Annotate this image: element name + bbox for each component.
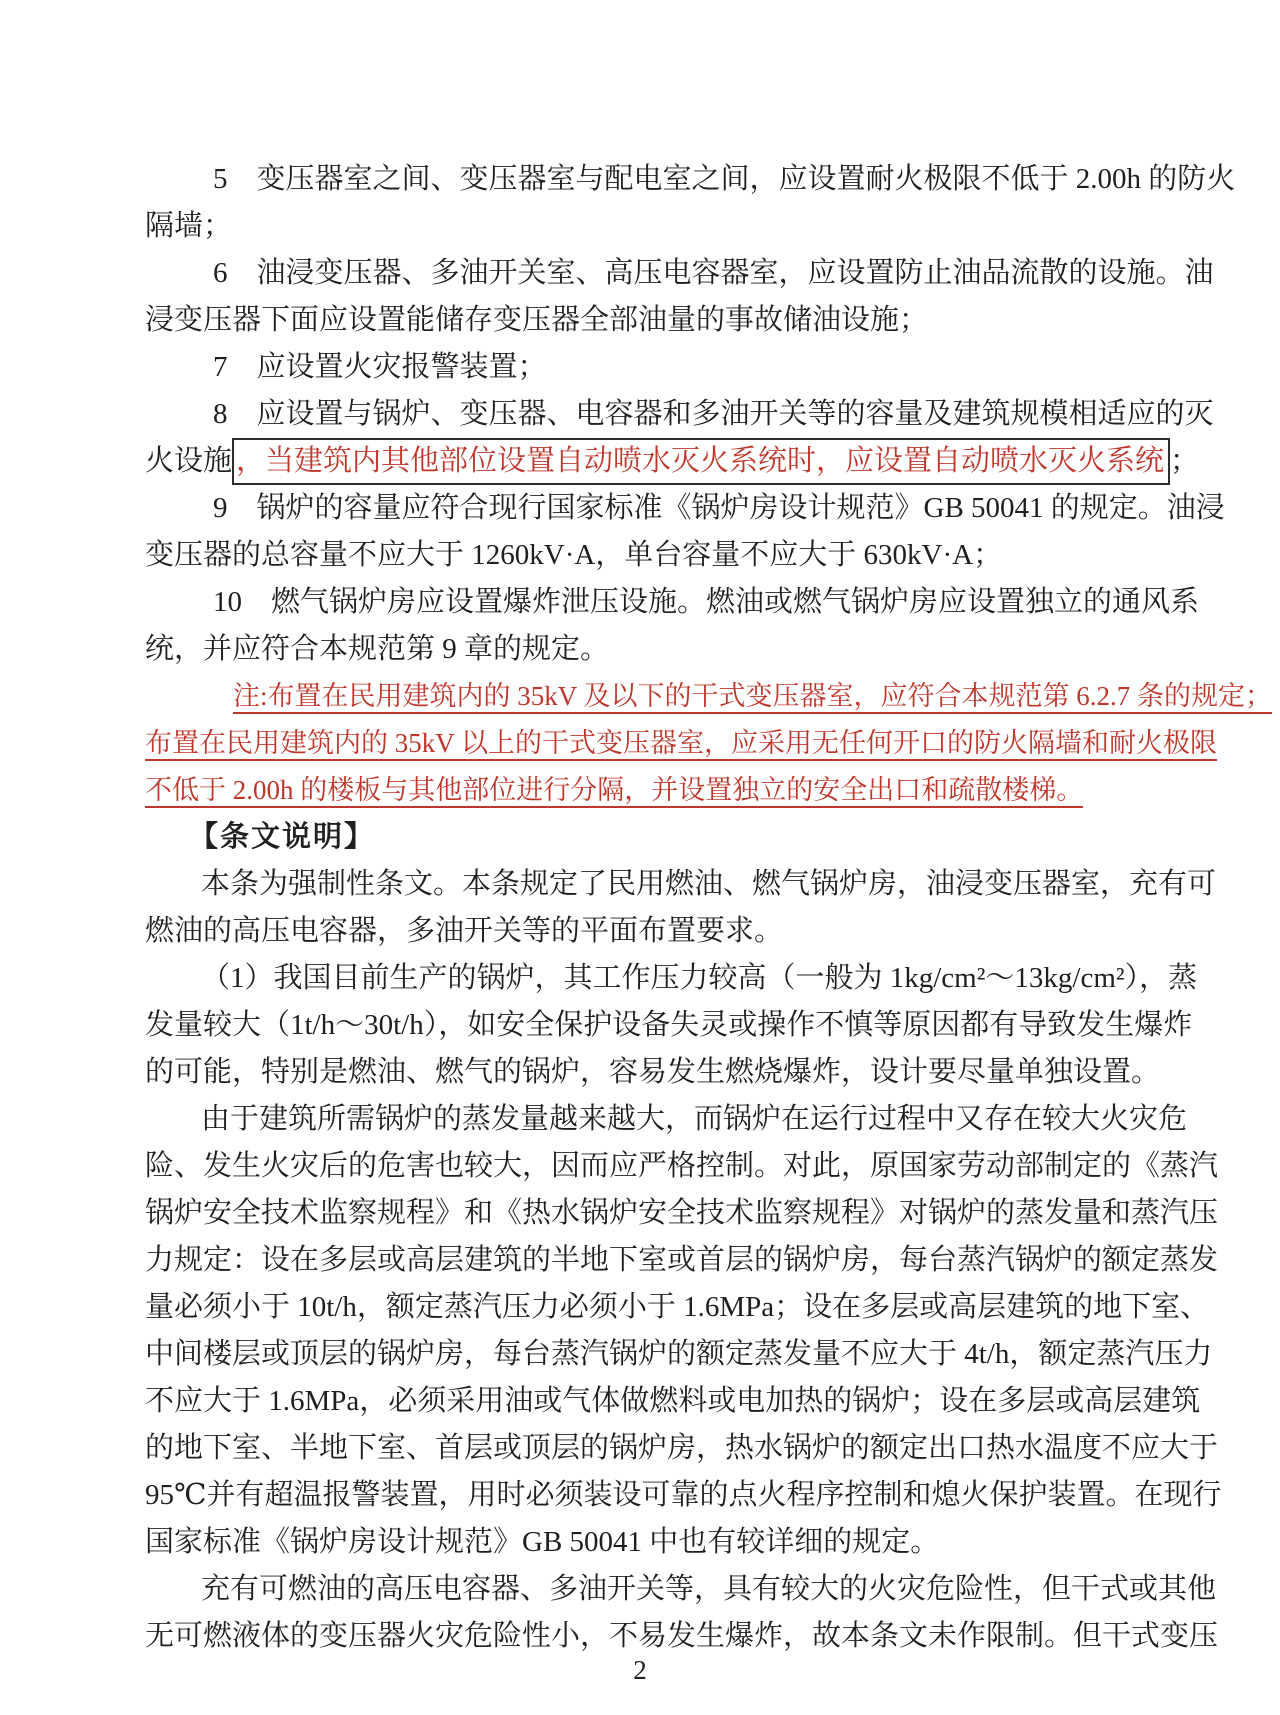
text-segment: 由于建筑所需锅炉的蒸发量越来越大，而锅炉在运行过程中又存在较大火灾危 xyxy=(201,1103,1188,1135)
text-segment: 隔墙； xyxy=(145,210,233,242)
commentary-p3-line-7 xyxy=(145,1378,1201,1425)
text-segment: 本条为强制性条文。本条规定了民用燃油、燃气锅炉房，油浸变压器室，充有可 xyxy=(201,868,1217,900)
text-segment: 10 燃气锅炉房应设置爆炸泄压设施。燃油或燃气锅炉房应设置独立的通风系 xyxy=(213,586,1200,618)
text-segment: 无可燃液体的变压器火灾危险性小，不易发生爆炸，故本条文未作限制。但干式变压 xyxy=(145,1620,1219,1652)
clause-9-line-2 xyxy=(145,532,1155,579)
commentary-p2-line-3 xyxy=(145,1049,1161,1096)
text-segment: 锅炉安全技术监察规程》和《热水锅炉安全技术监察规程》对锅炉的蒸发量和蒸汽压 xyxy=(145,1197,1219,1229)
text-segment: ； xyxy=(1170,445,1200,477)
text-segment: 国家标准《锅炉房设计规范》GB 50041 中也有较详细的规定。 xyxy=(145,1526,940,1558)
clause-8-line-2 xyxy=(145,438,1200,485)
commentary-p2-line-2 xyxy=(145,1002,1193,1049)
text-segment: 力规定：设在多层或高层建筑的半地下室或首层的锅炉房，每台蒸汽锅炉的额定蒸发 xyxy=(145,1244,1219,1276)
commentary-p1-line-2 xyxy=(145,908,1155,955)
text-segment: 9 锅炉的容量应符合现行国家标准《锅炉房设计规范》GB 50041 的规定。油浸 xyxy=(213,492,1225,524)
commentary-p1-line-1 xyxy=(145,861,1217,908)
text-segment: 发量较大（1t/h～30t/h），如安全保护设备失灵或操作不慎等原因都有导致发生爆炸 xyxy=(145,1009,1193,1041)
red-underlined-text: 不低于 2.00h 的楼板与其他部位进行分隔，并设置独立的安全出口和疏散楼梯。 xyxy=(145,775,1083,808)
text-segment: 不应大于 1.6MPa，必须采用油或气体做燃料或电加热的锅炉；设在多层或高层建筑 xyxy=(145,1385,1201,1417)
commentary-heading xyxy=(145,814,1155,861)
red-underlined-text: 注:布置在民用建筑内的 35kV 及以下的干式变压器室，应符合本规范第 6.2.7 条的规定； xyxy=(233,681,1272,714)
text-segment: 统，并应符合本规范第 9 章的规定。 xyxy=(145,633,610,665)
clause-6-line-1 xyxy=(145,250,1214,297)
clause-10-line-1 xyxy=(145,579,1200,626)
text-segment: 火设施 xyxy=(145,445,233,477)
clause-8-line-1 xyxy=(145,391,1214,438)
text-segment: 浸变压器下面应设置能储存变压器全部油量的事故储油设施； xyxy=(145,304,929,336)
commentary-p3-line-1 xyxy=(145,1096,1188,1143)
text-segment: 量必须小于 10t/h，额定蒸汽压力必须小于 1.6MPa；设在多层或高层建筑的地下室、 xyxy=(145,1291,1210,1323)
commentary-p3-line-3 xyxy=(145,1190,1219,1237)
commentary-p3-line-5 xyxy=(145,1284,1210,1331)
text-segment: 充有可燃油的高压电容器、多油开关等，具有较大的火灾危险性，但干式或其他 xyxy=(201,1573,1217,1605)
text-segment: 燃油的高压电容器，多油开关等的平面布置要求。 xyxy=(145,915,784,947)
text-segment: 变压器的总容量不应大于 1260kV·A，单台容量不应大于 630kV·A； xyxy=(145,539,1003,571)
commentary-p3-line-9 xyxy=(145,1472,1222,1519)
text-segment: 险、发生火灾后的危害也较大，因而应严格控制。对此，原国家劳动部制定的《蒸汽 xyxy=(145,1150,1219,1182)
clause-note-line-1 xyxy=(145,673,1273,720)
text-segment: 8 应设置与锅炉、变压器、电容器和多油开关等的容量及建筑规模相适应的灭 xyxy=(213,398,1214,430)
text-segment: 7 应设置火灾报警装置； xyxy=(213,351,547,383)
commentary-p3-line-6 xyxy=(145,1331,1213,1378)
text-segment: 中间楼层或顶层的锅炉房，每台蒸汽锅炉的额定蒸发量不应大于 4t/h，额定蒸汽压力 xyxy=(145,1338,1213,1370)
page-number: 2 xyxy=(633,1655,647,1685)
clause-6-line-2 xyxy=(145,297,1155,344)
text-segment: 的地下室、半地下室、首层或顶层的锅炉房，热水锅炉的额定出口热水温度不应大于 xyxy=(145,1432,1219,1464)
commentary-p2-line-1 xyxy=(145,955,1198,1002)
commentary-p4-line-1 xyxy=(145,1566,1217,1613)
red-underlined-text: 布置在民用建筑内的 35kV 以上的干式变压器室，应采用无任何开口的防火隔墙和耐火极限 xyxy=(145,728,1217,761)
clause-7-line-1 xyxy=(145,344,1155,391)
clause-9-line-1 xyxy=(145,485,1225,532)
text-segment: 的可能，特别是燃油、燃气的锅炉，容易发生燃烧爆炸，设计要尽量单独设置。 xyxy=(145,1056,1161,1088)
text-segment: 95℃并有超温报警装置，用时必须装设可靠的点火程序控制和熄火保护装置。在现行 xyxy=(145,1479,1222,1511)
commentary-p3-line-8 xyxy=(145,1425,1219,1472)
clause-5-line-1 xyxy=(145,156,1236,203)
document-body xyxy=(145,156,1273,1660)
commentary-p3-line-10 xyxy=(145,1519,1155,1566)
clause-5-line-2 xyxy=(145,203,1155,250)
clause-note-line-2 xyxy=(145,720,1218,767)
boxed-red-text: ，当建筑内其他部位设置自动喷水灭火系统时，应设置自动喷水灭火系统 xyxy=(232,438,1170,485)
commentary-p3-line-2 xyxy=(145,1143,1219,1190)
heading-text: 【条文说明】 xyxy=(189,821,376,853)
text-segment: 6 油浸变压器、多油开关室、高压电容器室，应设置防止油品流散的设施。油 xyxy=(213,257,1214,289)
text-segment: （1）我国目前生产的锅炉，其工作压力较高（一般为 1kg/cm²～13kg/cm²），蒸 xyxy=(201,962,1198,994)
text-segment: 5 变压器室之间、变压器室与配电室之间，应设置耐火极限不低于 2.00h 的防火 xyxy=(213,163,1236,195)
clause-note-line-3 xyxy=(145,767,1155,814)
clause-10-line-2 xyxy=(145,626,1155,673)
commentary-p4-line-2 xyxy=(145,1613,1219,1660)
commentary-p3-line-4 xyxy=(145,1237,1219,1284)
